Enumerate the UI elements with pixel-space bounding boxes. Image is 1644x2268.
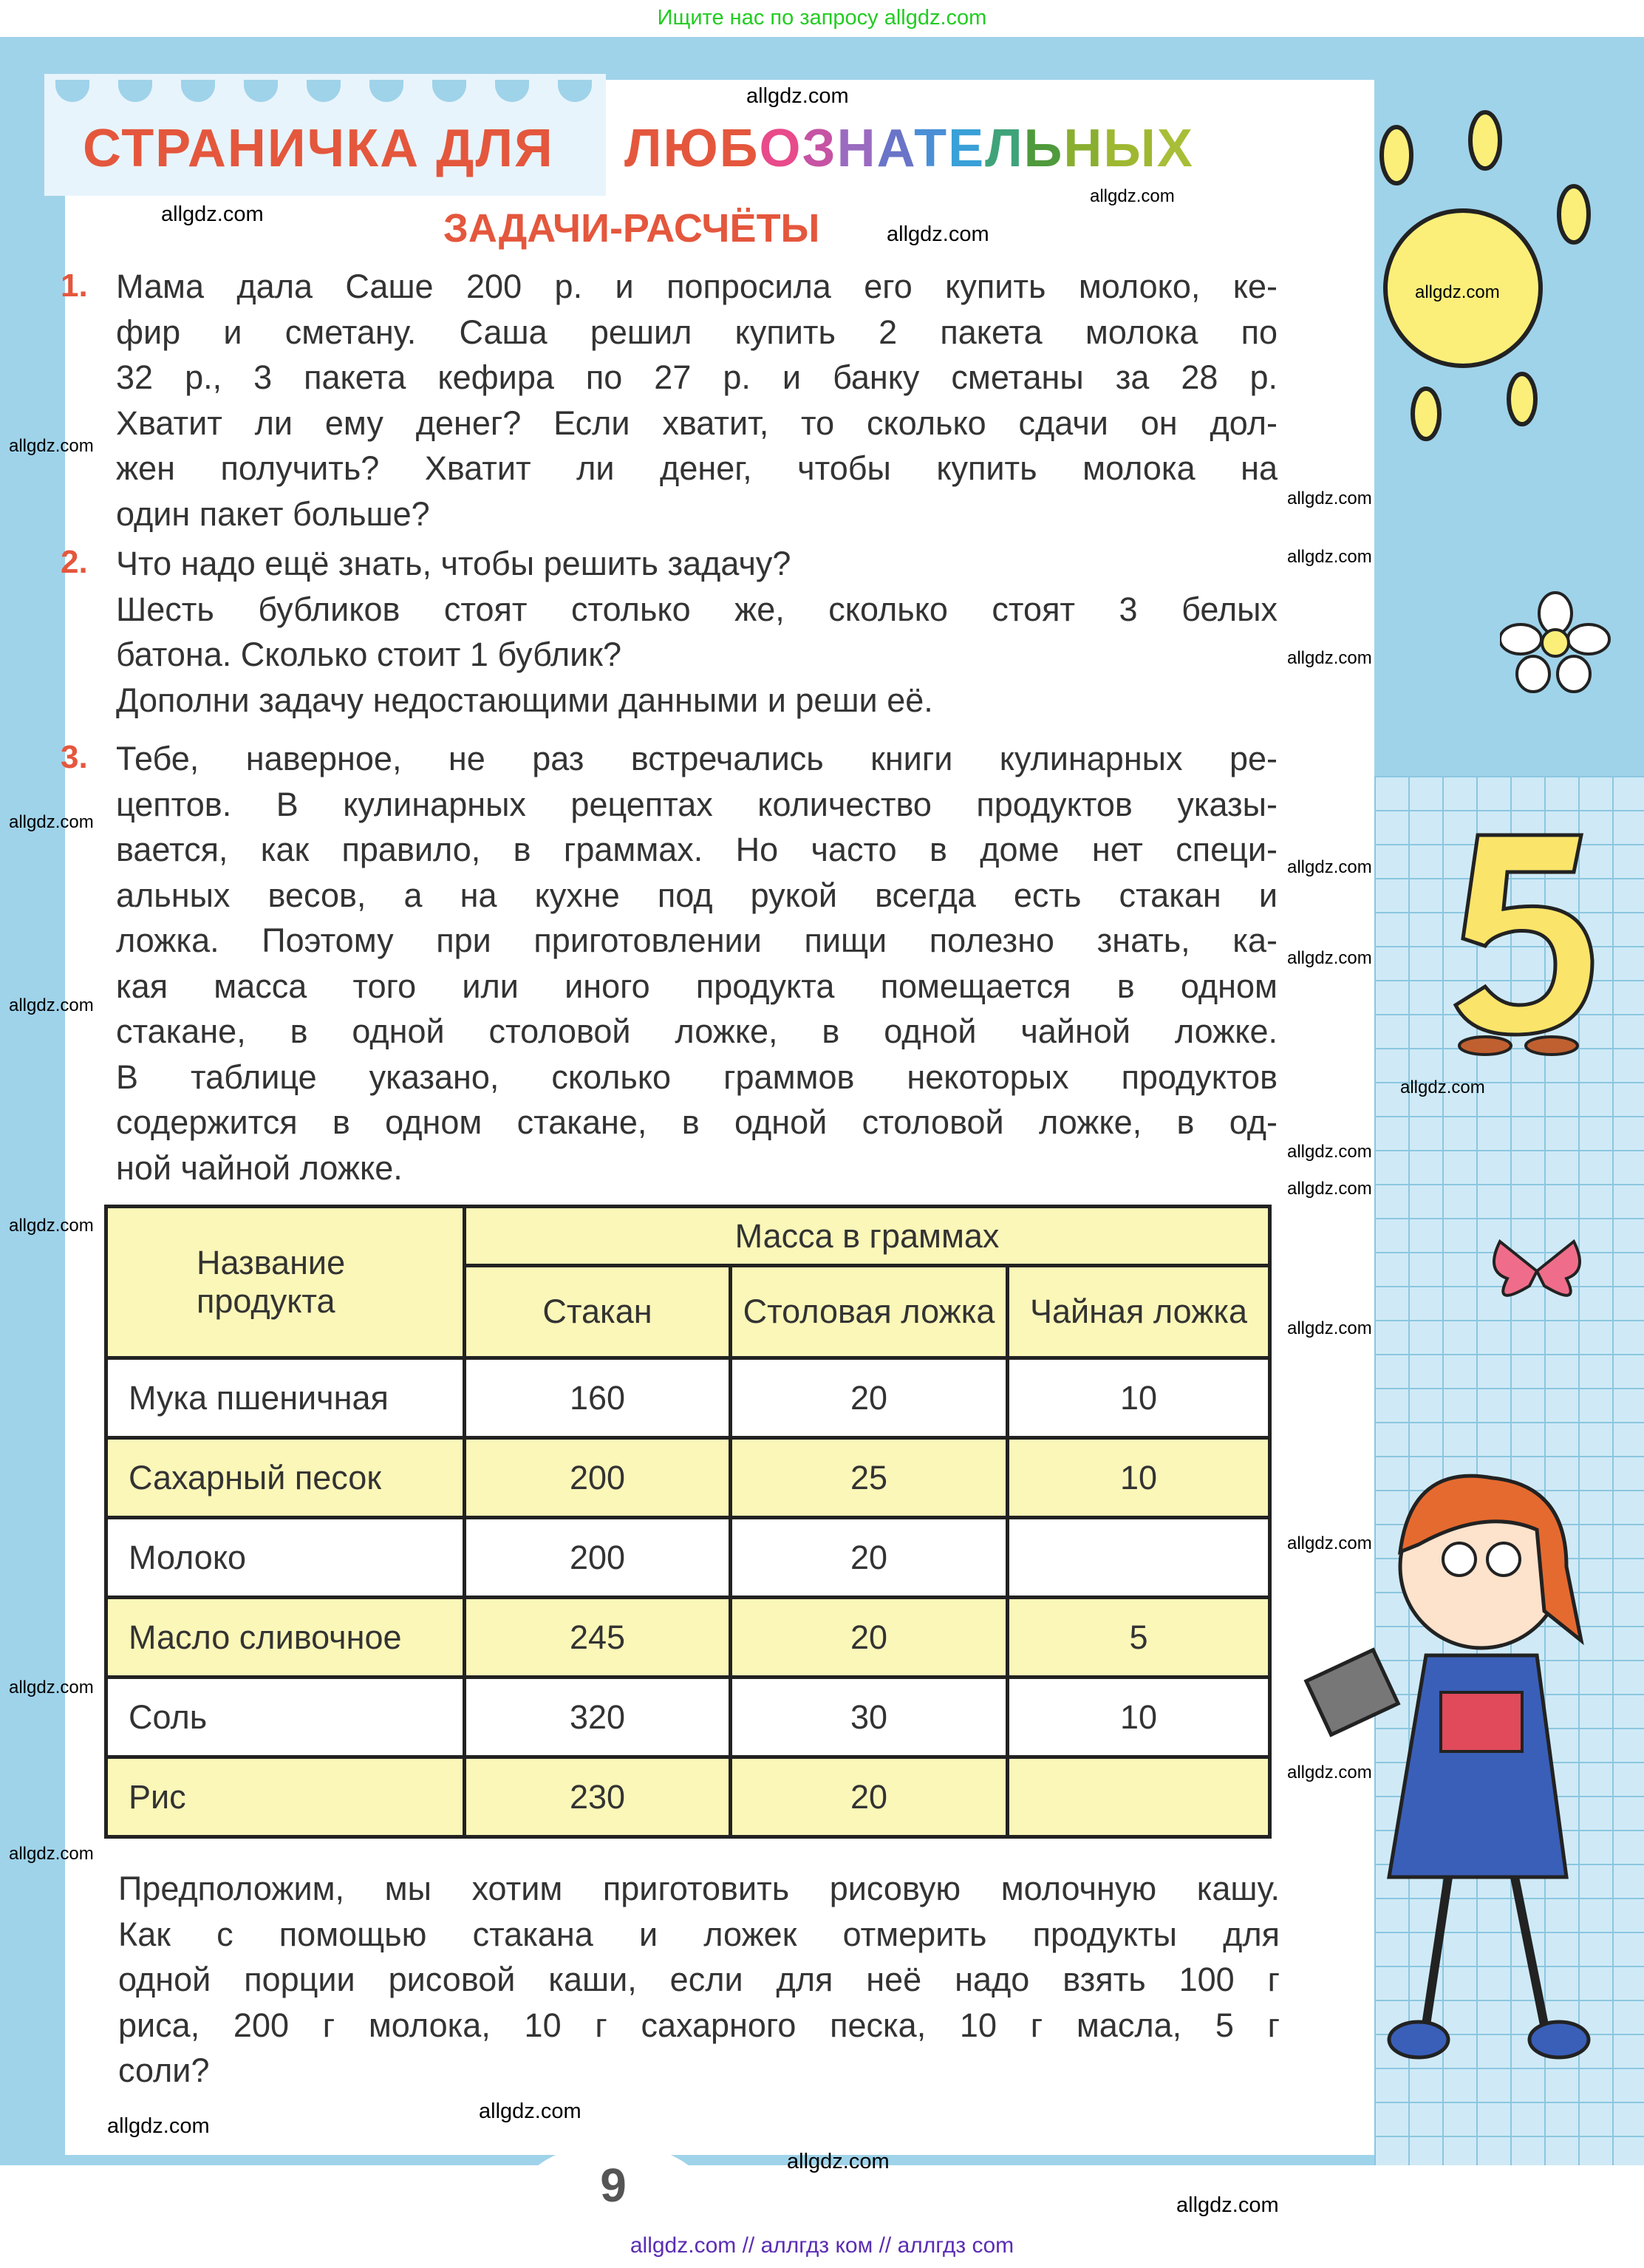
table-row <box>106 1438 1270 1518</box>
table-row <box>106 1757 1270 1837</box>
bottom-links[interactable]: allgdz.com // аллгдз ком // аллгдз com <box>630 2233 1014 2258</box>
watermark: allgdz.com <box>9 436 94 456</box>
problem-number: 2. <box>61 544 88 580</box>
text-line: альных весов, а на кухне под рукой всегда есть стакан и <box>116 876 1278 914</box>
watermark: allgdz.com <box>746 84 849 108</box>
cell-teaspoon: 10 <box>1008 1678 1270 1757</box>
cell-tablespoon: 20 <box>731 1598 1008 1678</box>
cell-teaspoon: 10 <box>1008 1438 1270 1518</box>
cell-teaspoon: 5 <box>1008 1598 1270 1678</box>
text-line: Что надо ещё знать, чтобы решить задачу? <box>116 545 791 582</box>
text-line: цептов. В кулинарных рецептах количество продуктов указы- <box>116 785 1278 823</box>
watermark: allgdz.com <box>9 995 94 1015</box>
text-line: кая масса того или иного продукта помещается в одном <box>116 967 1278 1005</box>
cell-glass: 320 <box>465 1678 731 1757</box>
cell-tablespoon: 20 <box>731 1518 1008 1598</box>
number-five-character-icon <box>1433 813 1611 1057</box>
problem-1-text <box>116 264 1278 537</box>
title-letter: Л <box>985 119 1024 178</box>
cell-tablespoon: 20 <box>731 1757 1008 1837</box>
title-letter: Т <box>914 119 949 178</box>
text-line: Хватит ли ему денег? Если хватит, то сколько сдачи он дол- <box>116 403 1278 442</box>
watermark: allgdz.com <box>1287 857 1372 877</box>
watermark: allgdz.com <box>1287 488 1372 508</box>
problem-3-text <box>116 736 1278 1191</box>
problem-number: 1. <box>61 268 88 304</box>
text-line: содержится в одном стакане, в одной столовой ложке, в од- <box>116 1103 1278 1141</box>
table-row <box>106 1678 1270 1757</box>
title-letter: Е <box>948 119 986 178</box>
title-letter: Х <box>1156 119 1194 178</box>
watermark: allgdz.com <box>1287 1763 1372 1782</box>
watermark: allgdz.com <box>479 2100 581 2123</box>
text-line: один пакет больше? <box>116 494 430 533</box>
watermark: allgdz.com <box>9 1844 94 1864</box>
cell-name: Соль <box>106 1678 465 1757</box>
header-glass: Стакан <box>465 1266 731 1358</box>
title-part1: СТРАНИЧКА ДЛЯ <box>83 119 554 178</box>
text-line: Мама дала Саше 200 р. и попросила его купить молоко, ке- <box>116 268 1278 305</box>
header-teaspoon: Чайная ложка <box>1008 1266 1270 1358</box>
cell-teaspoon: 10 <box>1008 1358 1270 1438</box>
girl-with-calculator-illustration <box>1300 1419 1626 2084</box>
watermark: allgdz.com <box>1287 1179 1372 1199</box>
text-line: Шесть бубликов стоят столько же, сколько стоят 3 белых <box>116 590 1278 628</box>
header-product-name: Название продукта <box>106 1207 465 1358</box>
product-mass-table <box>104 1205 1272 1839</box>
text-line: риса, 200 г молока, 10 г сахарного песка, 10 г масла, 5 г <box>118 2006 1280 2044</box>
text-line: ной чайной ложке. <box>116 1148 403 1187</box>
text-line: жен получить? Хватит ли денег, чтобы купить молока на <box>116 449 1278 487</box>
title-letter: А <box>876 119 915 178</box>
cell-name: Рис <box>106 1757 465 1837</box>
text-line: Тебе, наверное, не раз встречались книги кулинарных ре- <box>116 740 1278 777</box>
sun-icon <box>1374 103 1618 443</box>
text-line: Как с помощью стакана и ложек отмерить продукты для <box>118 1915 1280 1953</box>
text-line: соли? <box>118 2051 210 2089</box>
cell-name: Масло сливочное <box>106 1598 465 1678</box>
problem-2-text <box>116 541 1278 723</box>
watermark: allgdz.com <box>9 812 94 832</box>
cell-tablespoon: 20 <box>731 1358 1008 1438</box>
watermark: allgdz.com <box>1287 948 1372 968</box>
title-letter: Ь <box>1023 119 1064 178</box>
cell-tablespoon: 25 <box>731 1438 1008 1518</box>
cell-teaspoon <box>1008 1518 1270 1598</box>
watermark: allgdz.com <box>107 2114 210 2138</box>
cell-name: Молоко <box>106 1518 465 1598</box>
flower-icon <box>1500 591 1611 695</box>
header-tablespoon: Столовая ложка <box>731 1266 1008 1358</box>
title-letter: Ы <box>1103 119 1157 178</box>
cell-tablespoon: 30 <box>731 1678 1008 1757</box>
text-line: Дополни задачу недостающими данными и реши её. <box>116 681 933 719</box>
cell-glass: 200 <box>465 1438 731 1518</box>
cell-name: Мука пшеничная <box>106 1358 465 1438</box>
cell-glass: 200 <box>465 1518 731 1598</box>
text-line: одной порции рисовой каши, если для неё надо взять 100 г <box>118 1961 1280 1998</box>
watermark: allgdz.com <box>161 202 264 226</box>
page-number: 9 <box>517 2143 709 2261</box>
cell-teaspoon <box>1008 1757 1270 1837</box>
watermark: allgdz.com <box>1287 1318 1372 1338</box>
text-line: Предположим, мы хотим приготовить рисовую молочную кашу. <box>118 1870 1280 1907</box>
section-subtitle: ЗАДАЧИ-РАСЧЁТЫ <box>443 206 820 251</box>
cell-glass: 245 <box>465 1598 731 1678</box>
text-line: В таблице указано, сколько граммов некоторых продуктов <box>116 1058 1278 1096</box>
title-letter: Ю <box>663 119 720 178</box>
header-mass: Масса в граммах <box>465 1207 1270 1266</box>
title-letter: Б <box>719 119 760 178</box>
closing-question <box>118 1866 1280 2094</box>
table-row <box>106 1598 1270 1678</box>
watermark: allgdz.com <box>1287 1142 1372 1162</box>
cell-glass: 160 <box>465 1358 731 1438</box>
text-line: фир и сметану. Саша решил купить 2 пакета молока по <box>116 313 1278 351</box>
watermark: allgdz.com <box>9 1678 94 1697</box>
title-letter: О <box>759 119 802 178</box>
watermark: allgdz.com <box>1400 1077 1485 1097</box>
watermark: allgdz.com <box>1287 547 1372 567</box>
text-line: батона. Сколько стоит 1 бублик? <box>116 636 622 673</box>
watermark: allgdz.com <box>1287 648 1372 668</box>
watermark: allgdz.com <box>1287 1533 1372 1553</box>
title-part2 <box>624 118 1194 180</box>
watermark: allgdz.com <box>1415 282 1500 302</box>
watermark: allgdz.com <box>9 1216 94 1236</box>
cell-glass: 230 <box>465 1757 731 1837</box>
text-line: вается, как правило, в граммах. Но часто в доме нет специ- <box>116 831 1278 868</box>
table-row <box>106 1518 1270 1598</box>
title-letter: Н <box>1063 119 1104 178</box>
text-line: ложка. Поэтому при приготовлении пищи полезно знать, ка- <box>116 922 1278 959</box>
cell-name: Сахарный песок <box>106 1438 465 1518</box>
problem-number: 3. <box>61 739 88 775</box>
title-letter: Л <box>624 119 664 178</box>
search-banner[interactable]: Ищите нас по запросу allgdz.com <box>0 0 1644 37</box>
watermark: allgdz.com <box>787 2150 890 2173</box>
title-letter: Н <box>836 119 877 178</box>
watermark: allgdz.com <box>1090 186 1175 206</box>
title-letter: З <box>802 119 837 178</box>
watermark: allgdz.com <box>887 222 989 246</box>
text-line: стакане, в одной столовой ложке, в одной чайной ложке. <box>116 1012 1278 1050</box>
table-row <box>106 1358 1270 1438</box>
watermark: allgdz.com <box>1176 2193 1279 2217</box>
butterfly-icon <box>1485 1227 1589 1315</box>
text-line: 32 р., 3 пакета кефира по 27 р. и банку сметаны за 28 р. <box>116 358 1278 396</box>
